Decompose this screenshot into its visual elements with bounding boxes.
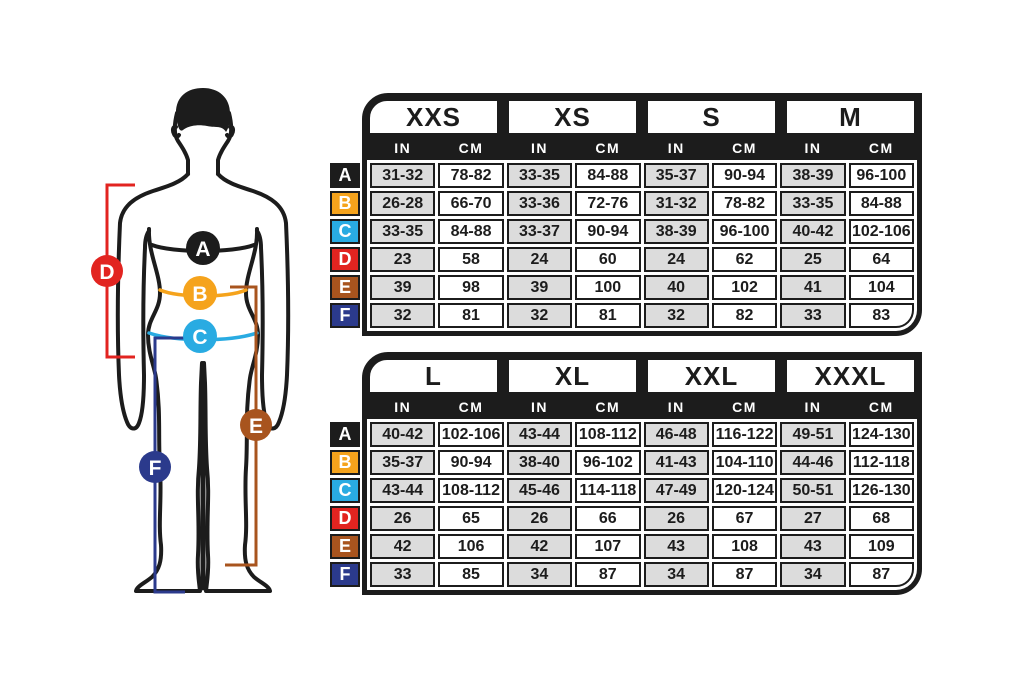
measurement-cell: 58	[438, 247, 503, 272]
row-label-e: E	[330, 275, 360, 300]
measurement-cell: 108	[712, 534, 777, 559]
unit-header-in: IN	[804, 399, 822, 415]
measurement-cell: 104-110	[712, 450, 777, 475]
measurement-cell: 106	[438, 534, 503, 559]
measurement-cell: 26	[507, 506, 572, 531]
unit-header-cm: CM	[595, 399, 621, 415]
measurement-cell: 67	[712, 506, 777, 531]
size-table-body	[362, 93, 922, 336]
marker-f-label: F	[148, 457, 162, 480]
measurement-cell: 33	[780, 303, 845, 328]
measurement-cell: 33	[370, 562, 435, 587]
measurement-cell: 40-42	[780, 219, 845, 244]
measurement-cell: 60	[575, 247, 640, 272]
measurement-cell: 31-32	[644, 191, 709, 216]
measurement-cell: 40	[644, 275, 709, 300]
measurement-cell: 39	[370, 275, 435, 300]
data-grid	[367, 160, 917, 331]
measurement-cell: 43	[780, 534, 845, 559]
measurement-cell: 26-28	[370, 191, 435, 216]
measurement-cell: 31-32	[370, 163, 435, 188]
measurement-cell: 38-39	[644, 219, 709, 244]
measurement-cell: 24	[644, 247, 709, 272]
row-label-d: D	[330, 247, 360, 272]
marker-d-label: D	[99, 261, 115, 284]
measurement-cell: 109	[849, 534, 914, 559]
size-header-xxxl: XXXL	[784, 357, 917, 395]
unit-header-cm: CM	[732, 140, 757, 156]
row-label-c: C	[330, 219, 360, 244]
measurement-cell: 33-36	[507, 191, 572, 216]
measurement-cell: 112-118	[849, 450, 914, 475]
marker-b-waist	[183, 276, 217, 310]
measurement-cell: 87	[849, 562, 914, 587]
measurement-cell: 84-88	[438, 219, 503, 244]
row-label-a: A	[330, 163, 360, 188]
marker-a-label: A	[195, 238, 211, 261]
row-label-b: B	[330, 450, 360, 475]
body-figure	[88, 83, 320, 605]
measurement-cell: 41	[780, 275, 845, 300]
row-label-f: F	[330, 562, 360, 587]
unit-header-in: IN	[667, 399, 685, 415]
unit-header-cm: CM	[595, 140, 621, 156]
measurement-cell: 32	[370, 303, 435, 328]
row-label-a: A	[330, 422, 360, 447]
measurement-cell: 34	[780, 562, 845, 587]
measurement-cell: 34	[507, 562, 572, 587]
measurement-cell: 78-82	[438, 163, 503, 188]
row-label-b: B	[330, 191, 360, 216]
measurement-cell: 41-43	[644, 450, 709, 475]
unit-header-cm: CM	[458, 140, 484, 156]
measurement-cell: 102	[712, 275, 777, 300]
measurement-cell: 65	[438, 506, 503, 531]
measurement-cell: 83	[849, 303, 914, 328]
unit-header-in: IN	[530, 399, 548, 415]
measurement-cell: 84-88	[575, 163, 640, 188]
measurement-cell: 47-49	[644, 478, 709, 503]
size-table-xxs-m	[330, 93, 922, 336]
unit-header-row	[367, 136, 917, 160]
measurement-cell: 120-124	[712, 478, 777, 503]
size-header-xxs: XXS	[367, 98, 500, 136]
unit-header-cm: CM	[868, 140, 894, 156]
row-label-c: C	[330, 478, 360, 503]
size-header-xl: XL	[506, 357, 639, 395]
measurement-cell: 66-70	[438, 191, 503, 216]
row-label-e: E	[330, 534, 360, 559]
unit-header-in: IN	[530, 140, 548, 156]
measurement-cell: 24	[507, 247, 572, 272]
measurement-cell: 104	[849, 275, 914, 300]
measurement-cell: 108-112	[438, 478, 503, 503]
measurement-cell: 49-51	[780, 422, 845, 447]
measurement-cell: 33-35	[780, 191, 845, 216]
measurement-cell: 68	[849, 506, 914, 531]
marker-c-hip	[183, 319, 217, 353]
measurement-cell: 102-106	[849, 219, 914, 244]
measurement-cell: 81	[575, 303, 640, 328]
marker-e-label: E	[248, 415, 264, 438]
hair-shape	[176, 88, 230, 132]
unit-header-cm: CM	[732, 399, 757, 415]
measurement-cell: 90-94	[575, 219, 640, 244]
measurement-cell: 46-48	[644, 422, 709, 447]
measurement-cell: 26	[370, 506, 435, 531]
measurement-cell: 85	[438, 562, 503, 587]
measurement-cell: 33-35	[507, 163, 572, 188]
marker-b-label: B	[192, 283, 208, 306]
unit-header-in: IN	[394, 399, 412, 415]
measurement-cell: 87	[712, 562, 777, 587]
measurement-cell: 43-44	[370, 478, 435, 503]
measurement-cell: 42	[370, 534, 435, 559]
measurement-cell: 26	[644, 506, 709, 531]
unit-header-row	[367, 395, 917, 419]
marker-d-torso	[91, 255, 123, 287]
data-grid	[367, 419, 917, 590]
measurement-cell: 32	[507, 303, 572, 328]
measurement-cell: 45-46	[507, 478, 572, 503]
row-label-f: F	[330, 303, 360, 328]
size-header-row	[367, 98, 917, 136]
measurement-cell: 96-102	[575, 450, 640, 475]
measurement-cell: 34	[644, 562, 709, 587]
measurement-cell: 25	[780, 247, 845, 272]
measurement-cell: 50-51	[780, 478, 845, 503]
measurement-cell: 116-122	[712, 422, 777, 447]
size-table-l-xxxl	[330, 352, 922, 595]
measurement-cell: 82	[712, 303, 777, 328]
measurement-cell: 126-130	[849, 478, 914, 503]
measurement-cell: 38-39	[780, 163, 845, 188]
unit-header-cm: CM	[458, 399, 484, 415]
row-label-column	[330, 422, 360, 587]
unit-header-in: IN	[667, 140, 685, 156]
marker-a-chest	[186, 231, 220, 265]
measurement-cell: 98	[438, 275, 503, 300]
measurement-cell: 62	[712, 247, 777, 272]
measurement-cell: 81	[438, 303, 503, 328]
measurement-cell: 64	[849, 247, 914, 272]
measurement-cell: 40-42	[370, 422, 435, 447]
measurement-cell: 84-88	[849, 191, 914, 216]
row-label-d: D	[330, 506, 360, 531]
measurement-cell: 38-40	[507, 450, 572, 475]
measurement-cell: 35-37	[644, 163, 709, 188]
measurement-cell: 87	[575, 562, 640, 587]
measurement-cell: 42	[507, 534, 572, 559]
measurement-cell: 39	[507, 275, 572, 300]
size-header-xs: XS	[506, 98, 639, 136]
measurement-cell: 107	[575, 534, 640, 559]
measurement-cell: 90-94	[438, 450, 503, 475]
measurement-cell: 23	[370, 247, 435, 272]
measurement-cell: 44-46	[780, 450, 845, 475]
size-header-row	[367, 357, 917, 395]
measurement-cell: 35-37	[370, 450, 435, 475]
measurement-cell: 27	[780, 506, 845, 531]
size-header-m: M	[784, 98, 917, 136]
size-header-l: L	[367, 357, 500, 395]
unit-header-in: IN	[804, 140, 822, 156]
measurement-cell: 96-100	[712, 219, 777, 244]
measurement-cell: 102-106	[438, 422, 503, 447]
measurement-cell: 43	[644, 534, 709, 559]
measurement-cell: 43-44	[507, 422, 572, 447]
measurement-cell: 100	[575, 275, 640, 300]
measurement-cell: 32	[644, 303, 709, 328]
measurement-cell: 96-100	[849, 163, 914, 188]
measurement-cell: 72-76	[575, 191, 640, 216]
marker-f-inseam	[139, 451, 171, 483]
size-header-s: S	[645, 98, 778, 136]
measurement-cell: 33-35	[370, 219, 435, 244]
size-header-xxl: XXL	[645, 357, 778, 395]
measurement-cell: 66	[575, 506, 640, 531]
measurement-cell: 33-37	[507, 219, 572, 244]
measurement-cell: 124-130	[849, 422, 914, 447]
measurement-cell: 108-112	[575, 422, 640, 447]
marker-c-label: C	[192, 326, 208, 349]
measurement-cell: 90-94	[712, 163, 777, 188]
row-label-column	[330, 163, 360, 328]
marker-e-outseam	[240, 409, 272, 441]
unit-header-in: IN	[394, 140, 412, 156]
measurement-cell: 78-82	[712, 191, 777, 216]
body-measurement-diagram	[88, 83, 320, 605]
size-table-body	[362, 352, 922, 595]
unit-header-cm: CM	[868, 399, 894, 415]
measurement-cell: 114-118	[575, 478, 640, 503]
